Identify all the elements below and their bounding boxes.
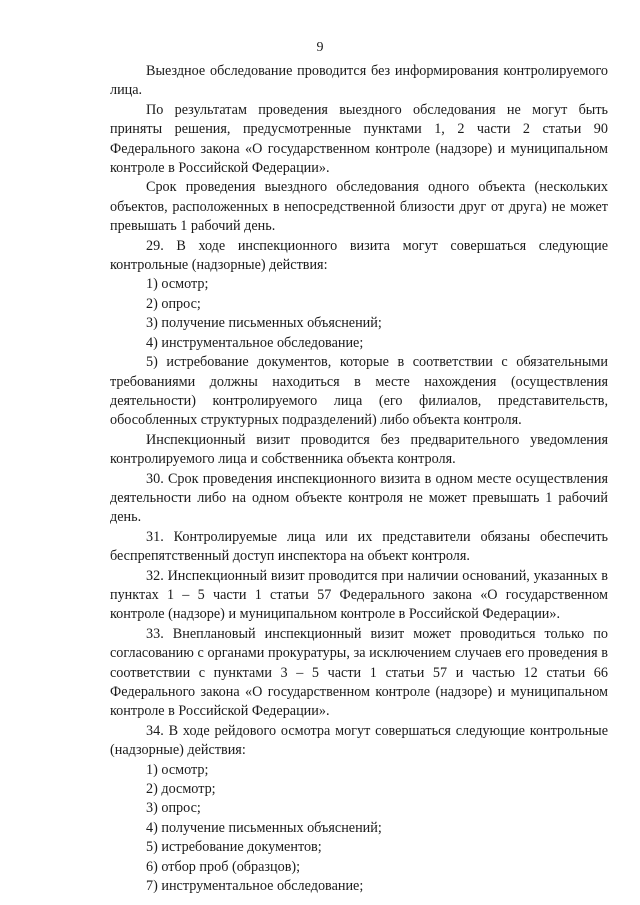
list-item: 2) досмотр;: [146, 781, 216, 798]
list-item: 2) опрос;: [146, 295, 201, 312]
paragraph: 32. Инспекционный визит проводится при наличии оснований, указанных в пунктах 1 – 5 части 1 статьи 57 Федерального закона «О государственном контроле (надзоре) и муниципальном контроле в Российской Федерации».: [110, 567, 608, 623]
list-item: 5) истребование документов;: [146, 839, 322, 856]
paragraph: Инспекционный визит проводится без предварительного уведомления контролируемого лица и собственника объекта контроля.: [110, 431, 608, 468]
list-item: 1) осмотр;: [146, 761, 209, 778]
list-item: 3) опрос;: [146, 800, 201, 817]
paragraph: Выездное обследование проводится без информирования контролируемого лица.: [110, 63, 608, 99]
list-item: 4) инструментальное обследование;: [146, 334, 364, 351]
document-body: [110, 62, 608, 896]
paragraph: 30. Срок проведения инспекционного визита в одном месте осуществления деятельности либо на одном объекте контроля не может превышать 1 рабочий день.: [110, 470, 608, 526]
paragraph: 34. В ходе рейдового осмотра могут совершаться следующие контрольные (надзорные) действия:: [110, 722, 608, 759]
paragraph: 29. В ходе инспекционного визита могут совершаться следующие контрольные (надзорные) действия:: [110, 237, 608, 274]
page-number: 9: [316, 40, 324, 55]
list-item: 6) отбор проб (образцов);: [146, 858, 301, 875]
paragraph: По результатам проведения выездного обследования не могут быть приняты решения, предусмотренные пунктами 1, 2 части 2 статьи 90 Федерального закона «О государственном контроле (надзоре) и муниципальном контроле в Российской Федерации».: [110, 101, 608, 177]
paragraph: 31. Контролируемые лица или их представители обязаны обеспечить беспрепятственный доступ инспектора на объект контроля.: [110, 528, 608, 565]
paragraph: 33. Внеплановый инспекционный визит может проводиться только по согласованию с органами прокуратуры, за исключением случаев его проведения в соответствии с пунктами 3 – 5 части 1 статьи 57 и частью 12 статьи 66 Федерального закона «О государственном контроле (надзоре) и муниципальном контроле в Российской Федерации».: [110, 625, 608, 720]
paragraph: 5) истребование документов, которые в соответствии с обязательными требованиями должны находиться в месте нахождения (осуществления деятельности) контролируемого лица (его филиалов, представительств, обособленных структурных подразделений) либо объекта контроля.: [110, 354, 608, 429]
list-item: 4) получение письменных объяснений;: [146, 819, 382, 836]
paragraph: Срок проведения выездного обследования одного объекта (нескольких объектов, расположенных в непосредственной близости друг от друга) не может превышать 1 рабочий день.: [110, 179, 608, 235]
list-item: 7) инструментальное обследование;: [146, 878, 364, 895]
list-item: 3) получение письменных объяснений;: [146, 315, 382, 332]
list-item: 1) осмотр;: [146, 276, 209, 293]
